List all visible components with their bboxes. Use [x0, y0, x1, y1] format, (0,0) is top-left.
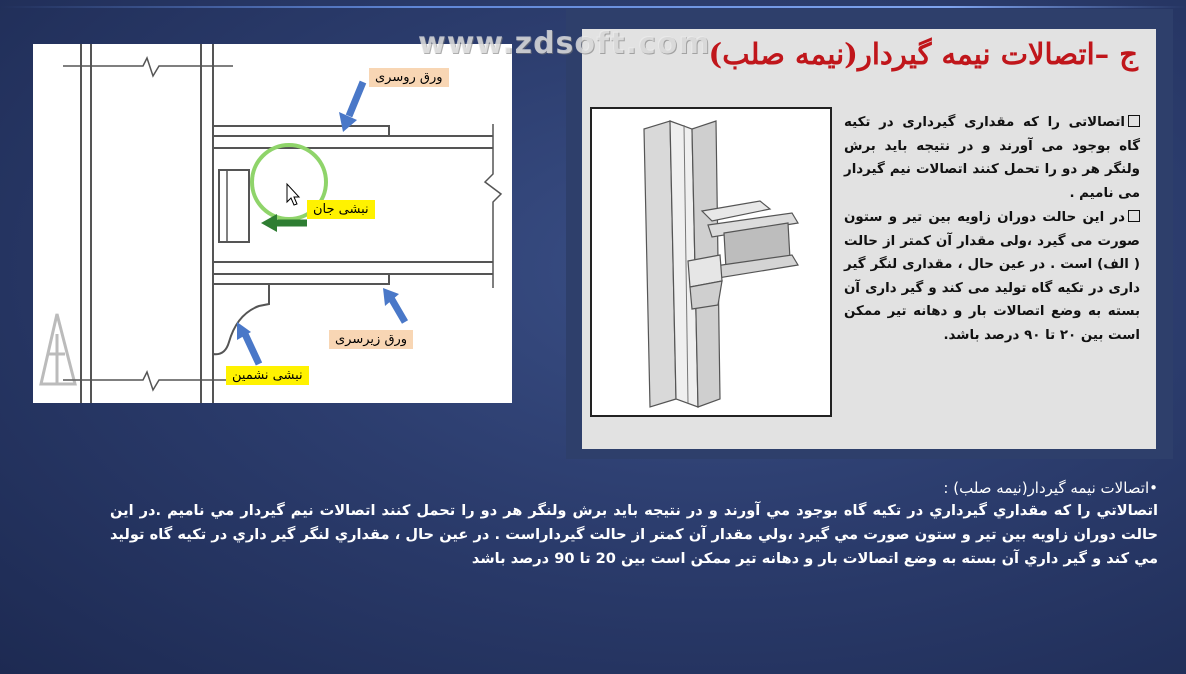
label-web-angle: نبشی جان	[307, 200, 375, 219]
drawing-svg	[33, 44, 512, 403]
label-top-plate: ورق روسری	[369, 68, 449, 87]
break-line-icon	[63, 58, 233, 76]
slide-bullet	[844, 111, 1140, 205]
caption-body: اتصالاتي را كه مقداري گيرداري در تكيه گاه بوجود مي آورند و در نتيجه بايد برش ولنگر هر دو را تحمل كنند اتصالات نيم گيردار مي ناميم .در اين حالت دوران زاويه بين تير و ستون صورت مي گيرد ،ولي مقدار آن كمتر از حالت گيرداراست . در عين حال ، مقداري لنگر گير داري در تكيه گاه توليد مي كند و گير داري آن بسته به وضع اتصالات بار و دهانه تير ممكن است بين 20 تا 90 درصد باشد	[110, 502, 1158, 567]
bottom-plate	[213, 274, 389, 284]
seat-angle	[213, 284, 269, 354]
arrow-bottom-plate-icon	[383, 288, 405, 322]
connection-3d-svg	[592, 109, 830, 415]
arrow-seat-angle-icon	[237, 322, 259, 364]
watermark-text: www.zdsoft.com	[418, 26, 711, 61]
break-line-icon	[63, 372, 233, 390]
slide-bullets	[844, 111, 1140, 347]
label-seat-angle: نبشی نشمین	[226, 366, 309, 385]
logo-icon	[41, 314, 75, 384]
slide-title: ج –اتصالات نیمه گیردار(نیمه صلب)	[708, 37, 1138, 71]
mouse-cursor-icon	[287, 184, 299, 205]
slide-bullet	[844, 206, 1140, 347]
slide-bullet-text: در این حالت دوران زاویه بین تیر و ستون صورت می گیرد ،ولی مقدار آن کمتر از حالت ( الف) است . در عین حال ، مقداری لنگر گیر داری در تکیه گاه تولید می کند و گیر داری آن بسته به وضع اتصالات بار و دهانه تیر ممکن است بین ۲۰ تا ۹۰ درصد باشد.	[844, 210, 1140, 343]
label-bottom-plate: ورق زیرسری	[329, 330, 413, 349]
embedded-slide	[566, 9, 1173, 459]
checkbox-bullet-icon	[1128, 115, 1140, 127]
top-accent-line	[0, 6, 1186, 8]
caption-block	[110, 477, 1158, 571]
slide-bullet-text: اتصالاتی را که مقداری گیرداری در تکیه گاه بوجود می آورند و در نتیجه باید برش ولنگر هر دو را تحمل کنند اتصالات نیم گیردار می نامیم .	[844, 115, 1140, 201]
connection-drawing	[33, 44, 512, 403]
top-plate	[213, 126, 389, 136]
checkbox-bullet-icon	[1128, 210, 1140, 222]
caption-heading: •اتصالات نیمه گیردار(نیمه صلب) :	[943, 479, 1158, 497]
web-angle	[219, 170, 249, 242]
slide-content	[582, 29, 1156, 449]
arrow-top-plate-icon	[339, 82, 363, 132]
connection-3d-image	[590, 107, 832, 417]
